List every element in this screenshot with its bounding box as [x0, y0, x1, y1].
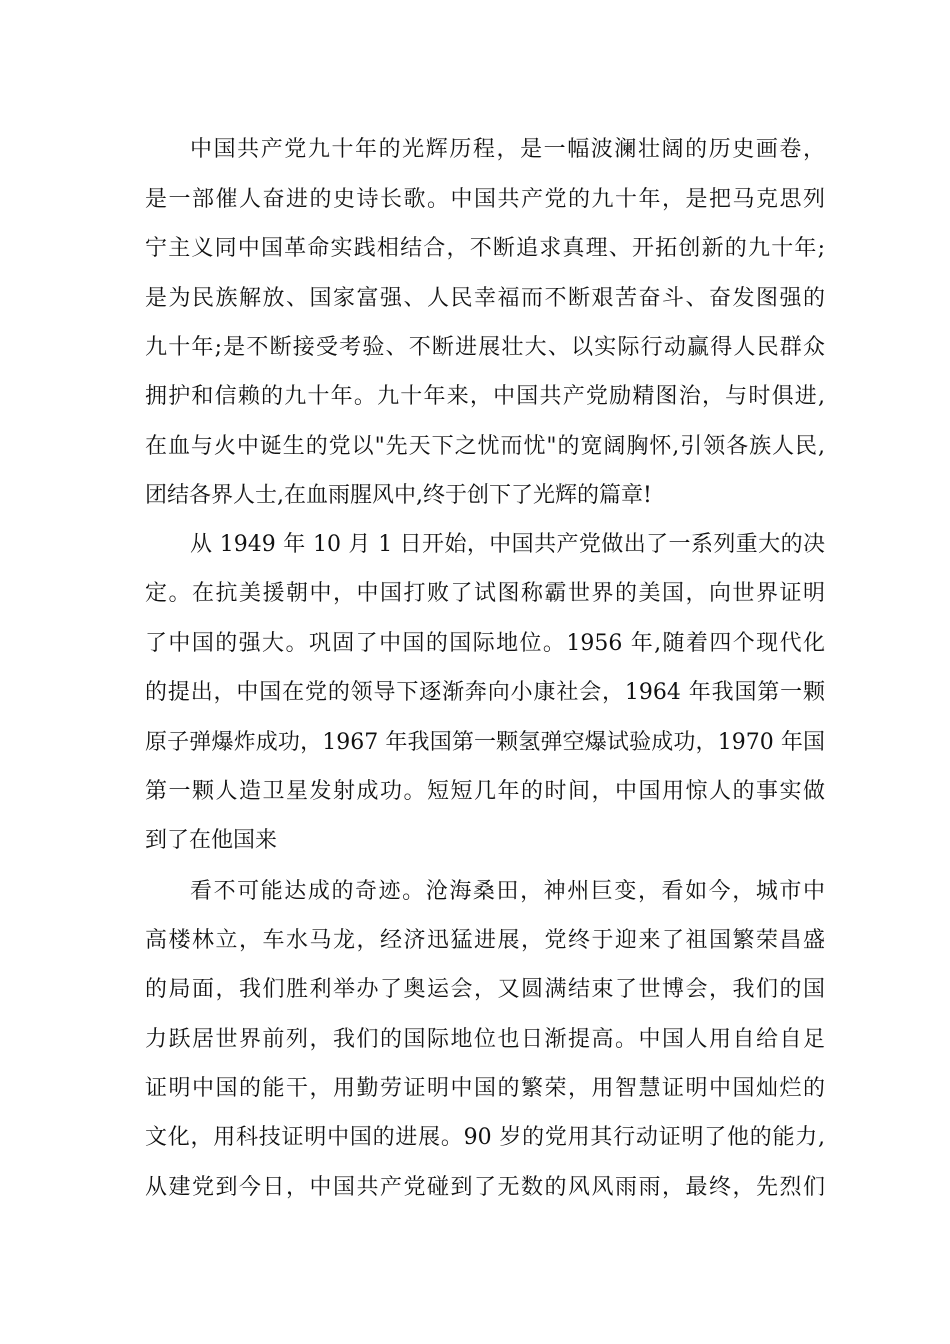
- paragraph-line: 从建党到今日，中国共产党碰到了无数的风风雨雨，最终，先烈们: [145, 1175, 825, 1200]
- paragraph-line: 九十年;是不断接受考验、不断进展壮大、以实际行动赢得人民群众: [145, 335, 825, 360]
- paragraph-line: 拥护和信赖的九十年。九十年来，中国共产党励精图治，与时俱进,: [145, 384, 825, 409]
- paragraph-line: 证明中国的能干，用勤劳证明中国的繁荣，用智慧证明中国灿烂的: [145, 1076, 825, 1101]
- paragraph-line: 宁主义同中国革命实践相结合，不断追求真理、开拓创新的九十年;: [145, 236, 825, 261]
- paragraph-line: 第一颗人造卫星发射成功。短短几年的时间，中国用惊人的事实做: [145, 779, 825, 804]
- paragraph-line: 了中国的强大。巩固了中国的国际地位。1956 年,随着四个现代化: [145, 631, 825, 656]
- paragraph-line: 到了在他国来: [145, 828, 278, 853]
- paragraph-line: 是一部催人奋进的史诗长歌。中国共产党的九十年，是把马克思列: [145, 187, 825, 212]
- paragraph-line: 的局面，我们胜利举办了奥运会，又圆满结束了世博会，我们的国: [145, 977, 825, 1002]
- paragraph-line: 文化，用科技证明中国的进展。90 岁的党用其行动证明了他的能力,: [145, 1125, 825, 1150]
- paragraph-line: 在血与火中诞生的党以"先天下之忧而忧"的宽阔胸怀,引领各族人民,: [145, 434, 825, 459]
- paragraph-line: 团结各界人士,在血雨腥风中,终于创下了光辉的篇章!: [145, 483, 652, 508]
- paragraph-line: 中国共产党九十年的光辉历程，是一幅波澜壮阔的历史画卷，: [190, 137, 825, 162]
- paragraph-line: 从 1949 年 10 月 1 日开始，中国共产党做出了一系列重大的决: [190, 532, 825, 557]
- paragraph-line: 高楼林立，车水马龙，经济迅猛进展，党终于迎来了祖国繁荣昌盛: [145, 928, 825, 953]
- paragraph-line: 原子弹爆炸成功，1967 年我国第一颗氢弹空爆试验成功，1970 年国: [145, 730, 825, 755]
- paragraph-line: 是为民族解放、国家富强、人民幸福而不断艰苦奋斗、奋发图强的: [145, 286, 825, 311]
- paragraph-line: 的提出，中国在党的领导下逐渐奔向小康社会，1964 年我国第一颗: [145, 680, 825, 705]
- paragraph-line: 力跃居世界前列，我们的国际地位也日渐提高。中国人用自给自足: [145, 1027, 825, 1052]
- paragraph-line: 看不可能达成的奇迹。沧海桑田，神州巨变，看如今，城市中: [190, 879, 825, 904]
- paragraph-line: 定。在抗美援朝中，中国打败了试图称霸世界的美国，向世界证明: [145, 581, 825, 606]
